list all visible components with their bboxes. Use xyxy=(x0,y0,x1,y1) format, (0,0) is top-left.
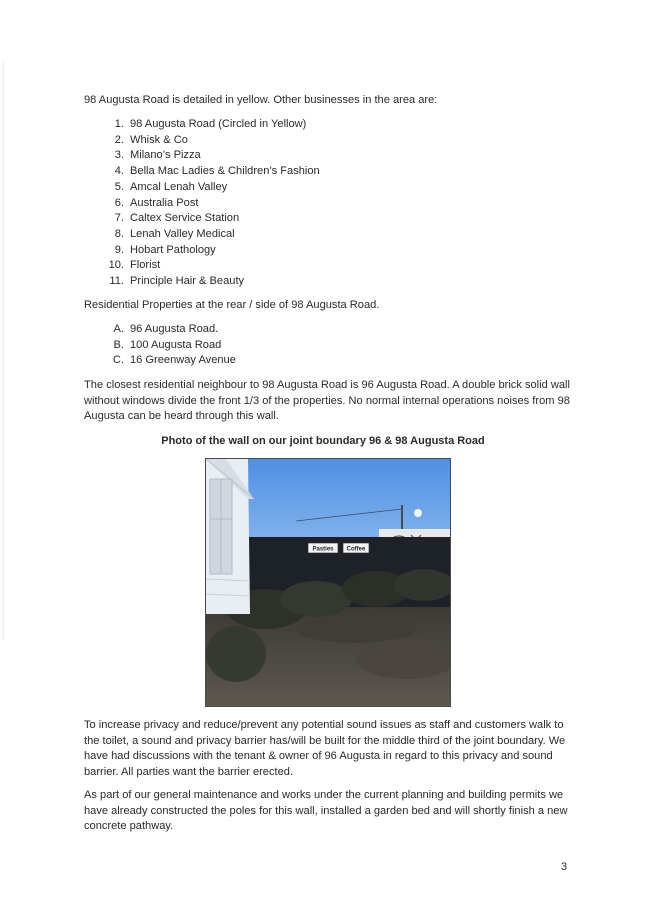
list-item-number: 8. xyxy=(114,227,124,240)
list-item-number: 2. xyxy=(114,133,124,146)
list-item-number: 6. xyxy=(114,196,124,209)
list-item-number: 5. xyxy=(114,180,124,193)
list-item xyxy=(104,180,320,196)
list-item-text: Whisk & Co xyxy=(130,133,188,146)
list-item xyxy=(104,133,320,149)
list-item-text: 96 Augusta Road. xyxy=(130,323,219,335)
list-item xyxy=(104,243,320,259)
list-item-number: B. xyxy=(113,338,124,351)
list-item xyxy=(104,196,320,212)
photo-caption: Photo of the wall on our joint boundary 96 & 98 Augusta Road xyxy=(161,435,485,447)
residential-list xyxy=(104,322,236,369)
list-item-text: Amcal Lenah Valley xyxy=(130,180,228,193)
list-item-text: Australia Post xyxy=(130,196,199,209)
list-item-number: 4. xyxy=(114,165,124,178)
list-item-text: Principle Hair & Beauty xyxy=(130,275,245,288)
list-item-text: 100 Augusta Road xyxy=(130,338,222,351)
list-item xyxy=(104,117,320,133)
list-item-text: Bella Mac Ladies & Children’s Fashion xyxy=(130,165,320,178)
neighbour-paragraph: The closest residential neighbour to 98 Augusta Road is 96 Augusta Road. A double brick solid wall without windows divide the front 1/3 of the properties. No normal internal operations noises from 98 Augusta can be heard through this wall. xyxy=(84,379,570,422)
list-item xyxy=(104,274,320,290)
list-item-number: A. xyxy=(113,323,124,335)
scan-edge-line xyxy=(3,60,4,640)
list-item-number: C. xyxy=(112,354,124,367)
list-item xyxy=(104,322,236,338)
list-item-number: 1. xyxy=(114,118,124,130)
list-item xyxy=(104,227,320,243)
pasties-sign-text: Pasties xyxy=(312,546,334,553)
list-item-text: Florist xyxy=(130,259,161,272)
list-item-number: 9. xyxy=(114,243,124,256)
list-item xyxy=(104,211,320,227)
list-item-number: 3. xyxy=(114,149,124,162)
list-item xyxy=(104,338,236,354)
list-item-number: 11. xyxy=(109,275,124,288)
list-item-number: 10. xyxy=(108,259,124,272)
list-item-text: Caltex Service Station xyxy=(130,212,240,225)
business-list xyxy=(104,117,320,290)
list-item xyxy=(104,164,320,180)
list-item xyxy=(104,148,320,164)
list-item-text: Lenah Valley Medical xyxy=(130,227,235,240)
coffee-sign-text: Coffee xyxy=(346,546,366,553)
list-item-text: Hobart Pathology xyxy=(130,243,216,256)
list-item xyxy=(104,353,236,369)
list-item-number: 7. xyxy=(114,212,124,225)
list-item xyxy=(104,258,320,274)
boundary-wall-photo xyxy=(205,458,451,707)
list-item-text: 98 Augusta Road (Circled in Yellow) xyxy=(130,118,307,130)
page-number: 3 xyxy=(561,861,568,873)
list-item-text: 16 Greenway Avenue xyxy=(130,354,236,367)
intro-paragraph: 98 Augusta Road is detailed in yellow. Other businesses in the area are: xyxy=(84,94,438,106)
list-item-text: Milano’s Pizza xyxy=(130,149,201,162)
maintenance-paragraph: As part of our general maintenance and works under the current planning and building permits we have already constructed the poles for this wall, installed a garden bed and will shortly finish a new concrete pathway. xyxy=(84,789,568,832)
privacy-paragraph: To increase privacy and reduce/prevent any potential sound issues as staff and customers walk to the toilet, a sound and privacy barrier has/will be built for the middle third of the joint boundary. We have had discussions with the tenant & owner of 96 Augusta in regard to this privacy and sound barrier. All parties want the barrier erected. xyxy=(84,719,566,778)
residential-intro: Residential Properties at the rear / side of 98 Augusta Road. xyxy=(84,299,380,311)
